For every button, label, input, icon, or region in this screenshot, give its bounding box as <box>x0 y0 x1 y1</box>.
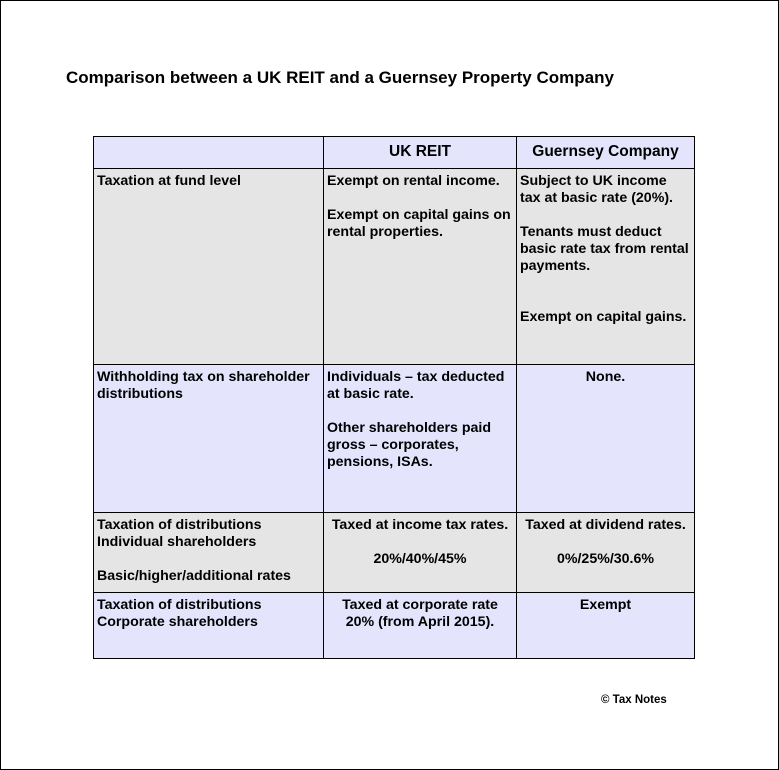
cell-text: 20%/40%/45% <box>373 551 467 567</box>
header-uk-reit: UK REIT <box>324 137 517 169</box>
row-label <box>94 593 324 659</box>
cell-text: Exempt on capital gains. <box>520 309 687 325</box>
uk-reit-cell <box>324 169 517 365</box>
table-row <box>94 593 695 659</box>
header-guernsey-company: Guernsey Company <box>517 137 695 169</box>
uk-reit-cell <box>324 365 517 513</box>
guernsey-cell <box>517 593 695 659</box>
cell-text: None. <box>585 369 626 385</box>
copyright-notice: © Tax Notes <box>601 694 667 706</box>
header-empty-cell <box>94 137 324 169</box>
row-label-text: Taxation of distributions Individual shareholders <box>97 517 262 550</box>
cell-text: 0%/25%/30.6% <box>556 551 654 567</box>
comparison-table <box>93 136 695 659</box>
guernsey-cell <box>517 365 695 513</box>
row-label-text: Taxation of distributions Corporate shareholders <box>97 597 262 630</box>
page-title: Comparison between a UK REIT and a Guernsey Property Company <box>66 68 614 87</box>
cell-text: Individuals – tax deducted at basic rate. <box>327 369 505 402</box>
guernsey-cell <box>517 513 695 593</box>
row-label-text: Basic/higher/additional rates <box>97 568 291 584</box>
guernsey-cell <box>517 169 695 365</box>
table-row <box>94 169 695 365</box>
cell-text: Tenants must deduct basic rate tax from rental payments. <box>520 224 689 274</box>
row-label-text: Taxation at fund level <box>97 173 242 189</box>
cell-text: Exempt on capital gains on rental properties. <box>327 207 511 240</box>
header-row <box>94 137 695 169</box>
row-label <box>94 169 324 365</box>
cell-text: Other shareholders paid gross – corporates, pensions, ISAs. <box>327 420 491 470</box>
table-row <box>94 513 695 593</box>
cell-text: Taxed at income tax rates. <box>331 517 509 533</box>
uk-reit-cell <box>324 513 517 593</box>
row-label-text: Withholding tax on shareholder distributions <box>97 369 310 402</box>
cell-text: Taxed at corporate rate 20% (from April 2015). <box>342 597 498 630</box>
table-row <box>94 365 695 513</box>
row-label <box>94 513 324 593</box>
cell-text: Exempt on rental income. <box>327 173 500 189</box>
row-label <box>94 365 324 513</box>
cell-text: Taxed at dividend rates. <box>525 517 686 533</box>
uk-reit-cell <box>324 593 517 659</box>
cell-text: Exempt <box>579 597 632 613</box>
cell-text: Subject to UK income tax at basic rate (20%). <box>520 173 673 206</box>
